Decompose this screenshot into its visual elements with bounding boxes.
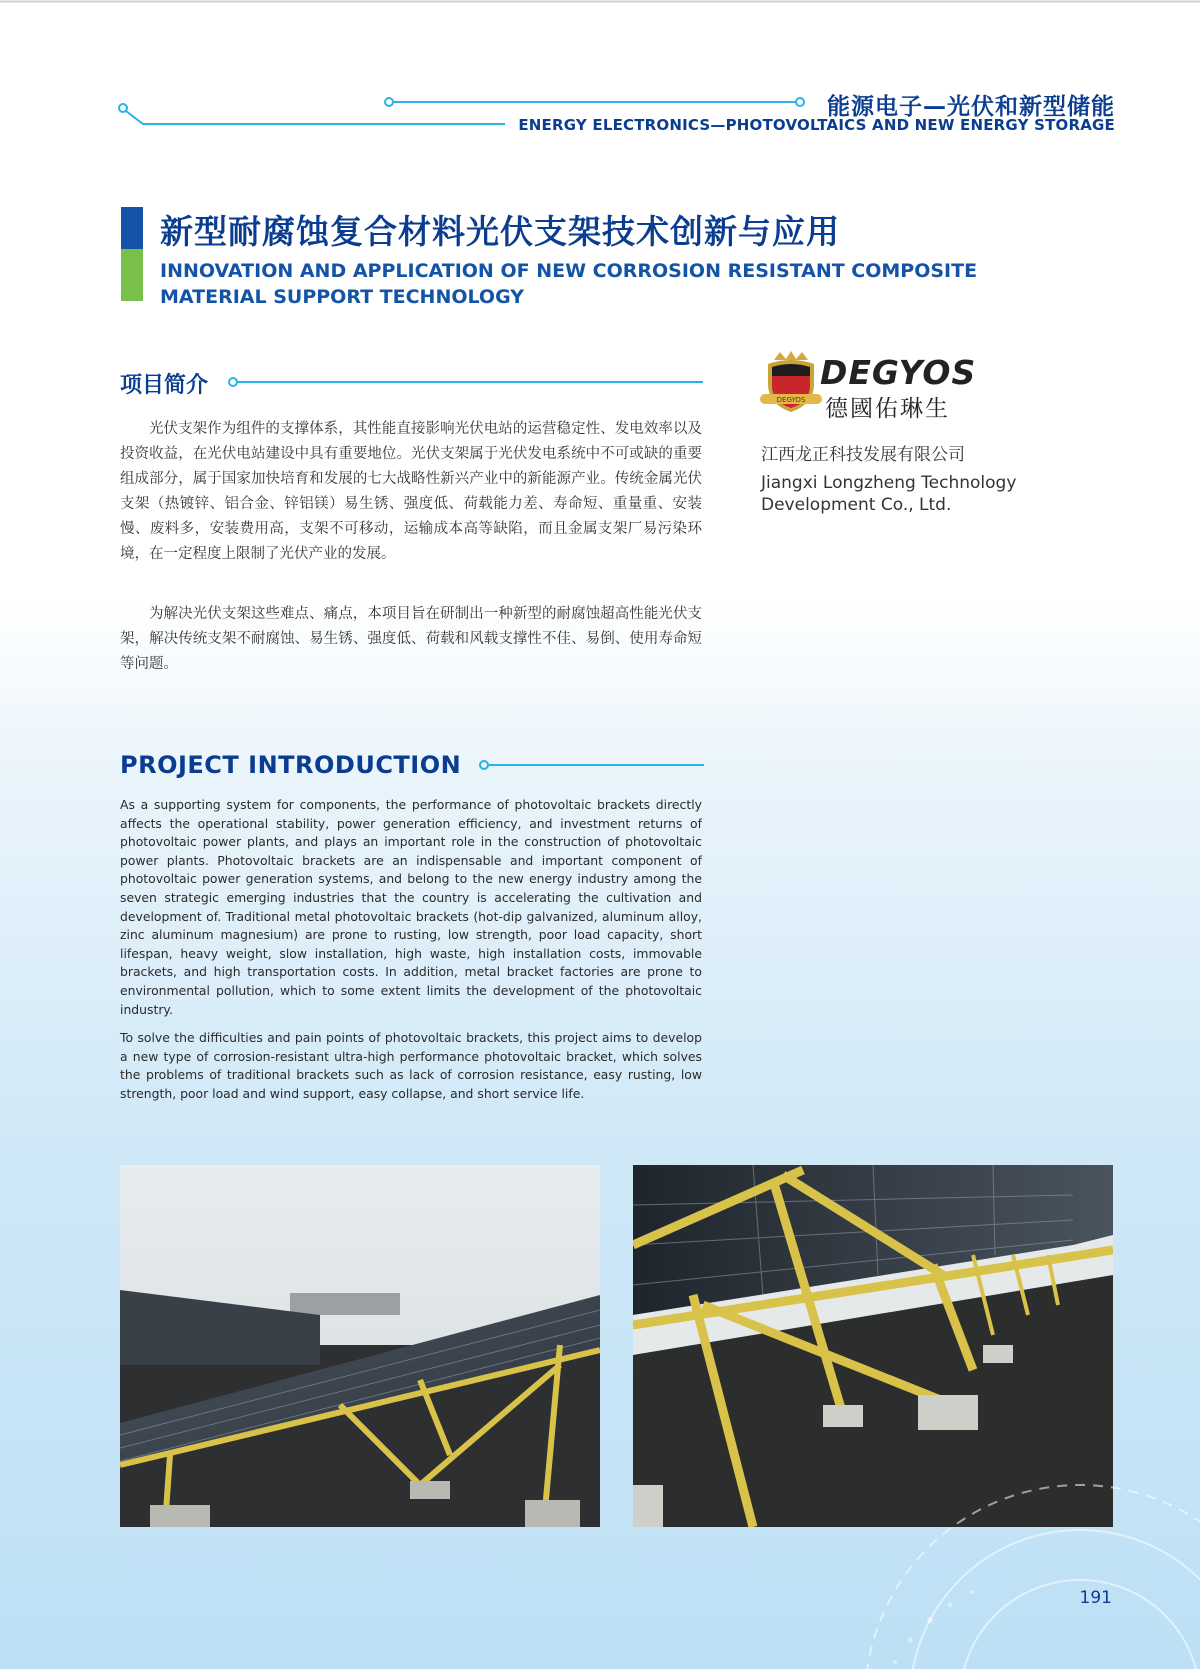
title-accent-blue [121,207,143,249]
intro-paragraph-cn-2: 为解决光伏支架这些难点、痛点，本项目旨在研制出一种新型的耐腐蚀超高性能光伏支架，解决传统支架不耐腐蚀、易生锈、强度低、荷载和风载支撑性不佳、易倒、使用寿命短等问题。 [120,606,702,672]
company-name-en-line2: Development Co., Ltd. [761,495,952,515]
intro-paragraph-cn-1: 光伏支架作为组件的支撑体系，其性能直接影响光伏电站的运营稳定性、发电效率以及投资收益，在光伏电站建设中具有重要地位。光伏支架属于光伏发电系统中不可或缺的重要组成部分，属于国家加快培育和发展的七大战略性新兴产业中的新能源产业。传统金属光伏支架（热镀锌、铝合金、锌铝镁）易生锈、强度低、荷载能力差、寿命短、重量重、安装慢、废料多，安装费用高，支架不可移动，运输成本高等缺陷，而且金属支架厂易污染环境，在一定程度上限制了光伏产业的发展。 [120,421,702,562]
section-cn-rule [225,375,705,389]
company-brand-name-cn: 德國佑琳生 [825,396,950,422]
logo-badge-text: DEGYOS [776,396,806,404]
company-name-en-line1: Jiangxi Longzheng Technology [761,473,1017,493]
category-title-cn: 能源电子—光伏和新型储能 [827,94,1115,120]
bottom-decoration [600,1440,1200,1669]
article-title-en-line1: INNOVATION AND APPLICATION OF NEW CORROSION RESISTANT COMPOSITE [160,260,978,282]
article-title-cn: 新型耐腐蚀复合材料光伏支架技术创新与应用 [160,212,840,251]
article-title-en-line2: MATERIAL SUPPORT TECHNOLOGY [160,286,525,308]
section-en-rule [476,758,706,772]
section-heading-cn: 项目简介 [120,373,209,398]
section-heading-en: PROJECT INTRODUCTION [120,751,462,779]
company-name-en [761,472,1051,516]
company-logo-emblem [760,350,822,416]
photo-solar-array-rooftop [120,1165,600,1527]
intro-paragraph-en-2: To solve the difficulties and pain points of photovoltaic brackets, this project aims to develop a new type of corrosion-resistant ultra-high performance photovoltaic bracket, which solves the problems of traditional brackets such as lack of corrosion resistance, easy rusting, low strength, poor load and wind support, easy collapse, and short service life. [120,1030,702,1101]
category-title-en: ENERGY ELECTRONICS—PHOTOVOLTAICS AND NEW ENERGY STORAGE [518,116,1115,134]
company-name-cn: 江西龙正科技发展有限公司 [761,445,965,465]
page-number: 191 [1079,1588,1112,1608]
title-accent-green [121,249,143,301]
article-title-en [160,258,977,310]
company-brand-name: DEGYOS [820,353,977,392]
intro-paragraph-en-1: As a supporting system for components, the performance of photovoltaic brackets directly affects the operational stability, power generation efficiency, and investment returns of photovoltaic power plants, and plays an important role in the construction of photovoltaic power plants. Photovoltaic brackets are an indispensable and important component of photovoltaic power generation systems, and belong to the new energy industry among the seven strategic emerging industries that the country is accelerating the cultivation and development of. Traditional metal photovoltaic brackets (hot-dip galvanized, aluminum alloy, zinc aluminum magnesium) are prone to rusting, low strength, poor load capacity, short lifespan, heavy weight, slow installation, high waste, high installation costs, immovable brackets, and high transportation costs. In addition, metal bracket factories are prone to environmental pollution, which to some extent limits the development of the photovoltaic industry. [120,797,702,1017]
